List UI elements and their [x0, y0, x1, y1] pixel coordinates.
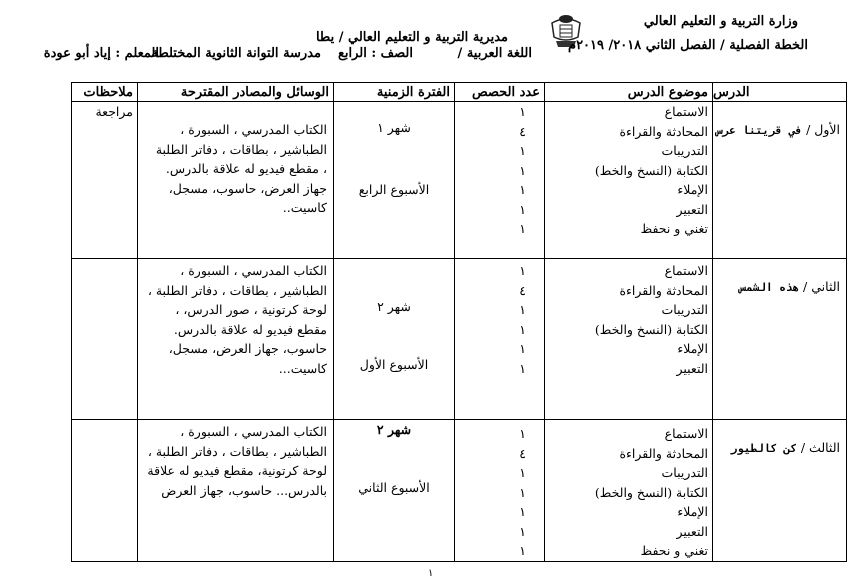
list-item: ١	[519, 360, 526, 376]
notes-text	[72, 420, 137, 422]
lesson-cell	[713, 102, 847, 259]
list-item: حاسوب، جهاز العرض، مسجل،	[168, 341, 327, 356]
ministry-title: وزارة التربية و التعليم العالي	[643, 14, 798, 29]
counts-cell	[455, 259, 545, 420]
list-item: التدريبات	[661, 465, 708, 480]
period-month: شهر ١	[377, 120, 411, 135]
table-header-row	[72, 83, 847, 102]
list-item: الطباشير ، بطاقات ، دفاتر الطلبة	[155, 141, 327, 157]
col-header-period: الفترة الزمنية	[334, 83, 455, 102]
list-item: كاسيت...	[278, 360, 327, 376]
teacher-label: المعلم : إياد أبو عودة	[43, 46, 159, 61]
lesson-name: في قريتنا عرس	[716, 124, 803, 137]
list-item: بالدرس... حاسوب، جهاز العرض	[161, 482, 327, 498]
notes-text: مراجعة	[95, 104, 133, 119]
lesson-prefix: الثالث /	[800, 440, 840, 455]
directorate-title: مديرية التربية و التعليم العالي / يطا	[315, 30, 508, 45]
resources-cell	[138, 259, 334, 420]
resources-cell	[138, 420, 334, 562]
lesson-prefix: الثاني /	[803, 279, 840, 294]
list-item: ١	[519, 104, 526, 119]
list-item: الاستماع	[664, 104, 708, 119]
school-label: مدرسة التوانة الثانوية المختلطة	[151, 46, 321, 61]
col-header-resources: الوسائل والمصادر المقترحة	[138, 83, 334, 102]
col-header-notes: ملاحظات	[72, 83, 138, 102]
list-item: تغني و نحفظ	[640, 543, 708, 558]
page-number: ١	[428, 568, 434, 579]
list-item: الإملاء	[677, 341, 708, 356]
list-item: ١	[519, 543, 526, 558]
period-week: الأسبوع الثاني	[358, 480, 430, 495]
counts-cell	[455, 102, 545, 259]
lesson-name: كن كالطيور	[730, 442, 797, 455]
topics-cell	[545, 102, 713, 259]
list-item: المحادثة والقراءة	[619, 123, 708, 139]
lesson-cell	[713, 259, 847, 420]
table-row	[72, 102, 847, 259]
list-item: ٤	[519, 282, 526, 298]
period-month: شهر ٢	[377, 299, 411, 314]
list-item: تغني و نحفظ	[640, 221, 708, 236]
list-item: ١	[519, 182, 526, 197]
period-cell	[334, 102, 455, 259]
period-week: الأسبوع الأول	[359, 357, 429, 372]
list-item: ١	[519, 321, 526, 337]
period-cell	[334, 420, 455, 562]
list-item: الكتاب المدرسي ، السبورة ،	[180, 263, 327, 278]
list-item: الإملاء	[677, 504, 708, 519]
list-item: التعبير	[676, 201, 708, 217]
period-cell	[334, 259, 455, 420]
topics-cell	[545, 420, 713, 562]
list-item: ١	[519, 504, 526, 519]
list-item: ١	[519, 143, 526, 158]
list-item: التدريبات	[661, 302, 708, 317]
notes-cell	[72, 102, 138, 259]
period-week: الأسبوع الرابع	[358, 182, 430, 197]
list-item: التعبير	[676, 360, 708, 376]
list-item: ١	[519, 221, 526, 236]
list-item: الكتابة (النسخ والخط)	[594, 484, 708, 500]
list-item: الكتاب المدرسي ، السبورة ،	[180, 424, 327, 439]
list-item: ١	[519, 302, 526, 317]
list-item: الكتابة (النسخ والخط)	[594, 162, 708, 178]
list-item: ٤	[519, 123, 526, 139]
lesson-prefix: الأول /	[806, 122, 840, 137]
list-item: مقطع فيديو له علاقة بالدرس.	[173, 321, 327, 337]
lesson-name: هذه الشمس	[739, 281, 800, 294]
list-item: التدريبات	[661, 143, 708, 158]
notes-cell	[72, 420, 138, 562]
list-item: ١	[519, 263, 526, 278]
list-item: الإملاء	[677, 182, 708, 197]
plan-title: الخطة الفصلية / الفصل الثاني ٢٠١٨/ ٢٠١٩م	[568, 38, 808, 53]
list-item: لوحة كرتونية ، صور الدرس، ،	[175, 302, 327, 317]
list-item: ١	[519, 426, 526, 441]
resources-cell	[138, 102, 334, 259]
period-month: شهر ٢	[376, 422, 412, 437]
list-item: الاستماع	[664, 426, 708, 441]
list-item: التعبير	[676, 523, 708, 539]
col-header-count: عدد الحصص	[455, 83, 545, 102]
list-item: لوحة كرتونية، مقطع فيديو له علاقة	[147, 463, 327, 478]
counts-cell	[455, 420, 545, 562]
notes-text	[72, 259, 137, 261]
list-item: ١	[519, 484, 526, 500]
list-item: المحادثة والقراءة	[619, 445, 708, 461]
list-item: ١	[519, 465, 526, 480]
list-item: الاستماع	[664, 263, 708, 278]
col-header-lesson: الدرس	[713, 83, 847, 102]
list-item: الكتاب المدرسي ، السبورة ،	[180, 122, 327, 137]
list-item: كاسيت..	[282, 200, 327, 215]
list-item: ، مقطع فيديو له علاقة بالدرس.	[165, 161, 327, 176]
list-item: ١	[519, 162, 526, 178]
subject-label: اللغة العربية /	[457, 46, 532, 61]
list-item: ١	[519, 341, 526, 356]
list-item: جهاز العرض، حاسوب، مسجل،	[168, 180, 327, 196]
col-header-topic: موضوع الدرس	[545, 83, 713, 102]
list-item: ١	[519, 201, 526, 217]
list-item: المحادثة والقراءة	[619, 282, 708, 298]
grade-label: الصف : الرابع	[337, 46, 413, 61]
topics-cell	[545, 259, 713, 420]
notes-cell	[72, 259, 138, 420]
table-row	[72, 259, 847, 420]
list-item: الطباشير ، بطاقات ، دفاتر الطلبة ،	[147, 282, 327, 298]
plan-table	[71, 82, 847, 562]
list-item: الكتابة (النسخ والخط)	[594, 321, 708, 337]
lesson-cell	[713, 420, 847, 562]
list-item: الطباشير ، بطاقات ، دفاتر الطلبة ،	[147, 443, 327, 459]
list-item: ١	[519, 523, 526, 539]
list-item: ٤	[519, 445, 526, 461]
table-row	[72, 420, 847, 562]
